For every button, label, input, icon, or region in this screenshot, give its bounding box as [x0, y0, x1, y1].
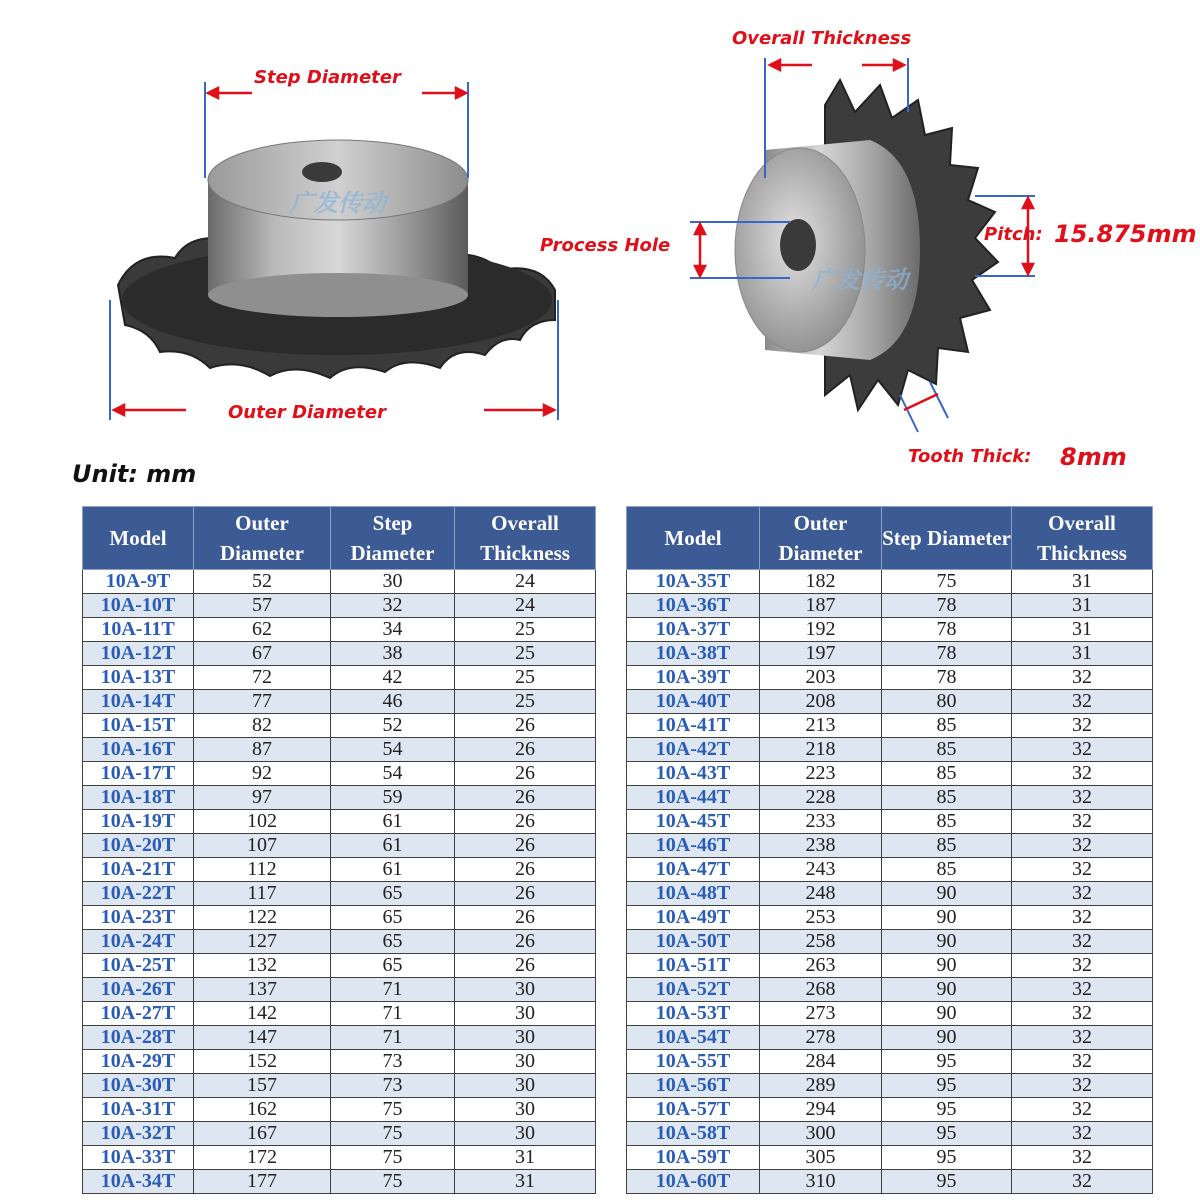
cell-overall-thickness: 30 [455, 1026, 596, 1050]
cell-step-diameter: 65 [331, 882, 455, 906]
cell-step-diameter: 85 [882, 810, 1012, 834]
cell-step-diameter: 95 [882, 1122, 1012, 1146]
cell-overall-thickness: 24 [455, 594, 596, 618]
table-row [83, 714, 596, 738]
outer-diameter-label: Outer Diameter [228, 402, 386, 423]
table-row [627, 594, 1153, 618]
table-row [83, 642, 596, 666]
cell-model: 10A-16T [83, 738, 194, 762]
cell-model: 10A-35T [627, 570, 760, 594]
table-row [83, 1050, 596, 1074]
cell-outer-diameter: 203 [760, 666, 882, 690]
table-row [627, 738, 1153, 762]
cell-outer-diameter: 243 [760, 858, 882, 882]
table-row [627, 690, 1153, 714]
cell-step-diameter: 73 [331, 1074, 455, 1098]
cell-overall-thickness: 30 [455, 1002, 596, 1026]
cell-model: 10A-19T [83, 810, 194, 834]
table-row [83, 882, 596, 906]
cell-overall-thickness: 31 [455, 1170, 596, 1194]
spec-table-right [626, 506, 1153, 1194]
spec-table-left [82, 506, 596, 1194]
cell-overall-thickness: 26 [455, 882, 596, 906]
cell-overall-thickness: 32 [1012, 1026, 1153, 1050]
cell-overall-thickness: 25 [455, 642, 596, 666]
cell-overall-thickness: 32 [1012, 1146, 1153, 1170]
step-diameter-label: Step Diameter [254, 67, 401, 88]
cell-overall-thickness: 30 [455, 978, 596, 1002]
table-row [83, 954, 596, 978]
cell-step-diameter: 78 [882, 666, 1012, 690]
cell-model: 10A-12T [83, 642, 194, 666]
cell-step-diameter: 65 [331, 954, 455, 978]
cell-outer-diameter: 172 [194, 1146, 331, 1170]
cell-model: 10A-22T [83, 882, 194, 906]
cell-outer-diameter: 147 [194, 1026, 331, 1050]
cell-step-diameter: 78 [882, 642, 1012, 666]
cell-model: 10A-39T [627, 666, 760, 690]
table-row [83, 978, 596, 1002]
cell-outer-diameter: 182 [760, 570, 882, 594]
table-row [83, 666, 596, 690]
cell-outer-diameter: 294 [760, 1098, 882, 1122]
cell-step-diameter: 75 [331, 1122, 455, 1146]
cell-model: 10A-34T [83, 1170, 194, 1194]
cell-model: 10A-11T [83, 618, 194, 642]
cell-outer-diameter: 192 [760, 618, 882, 642]
table-row [627, 810, 1153, 834]
cell-outer-diameter: 107 [194, 834, 331, 858]
cell-outer-diameter: 97 [194, 786, 331, 810]
table-row [83, 738, 596, 762]
cell-outer-diameter: 52 [194, 570, 331, 594]
cell-model: 10A-20T [83, 834, 194, 858]
cell-step-diameter: 90 [882, 1026, 1012, 1050]
cell-step-diameter: 80 [882, 690, 1012, 714]
cell-outer-diameter: 305 [760, 1146, 882, 1170]
cell-model: 10A-48T [627, 882, 760, 906]
cell-step-diameter: 78 [882, 594, 1012, 618]
cell-overall-thickness: 31 [1012, 594, 1153, 618]
cell-model: 10A-37T [627, 618, 760, 642]
cell-outer-diameter: 197 [760, 642, 882, 666]
cell-overall-thickness: 26 [455, 762, 596, 786]
cell-overall-thickness: 31 [1012, 642, 1153, 666]
cell-step-diameter: 75 [331, 1098, 455, 1122]
cell-overall-thickness: 32 [1012, 954, 1153, 978]
cell-model: 10A-9T [83, 570, 194, 594]
cell-model: 10A-13T [83, 666, 194, 690]
cell-model: 10A-56T [627, 1074, 760, 1098]
cell-overall-thickness: 30 [455, 1098, 596, 1122]
cell-outer-diameter: 284 [760, 1050, 882, 1074]
table-row [83, 1146, 596, 1170]
cell-model: 10A-15T [83, 714, 194, 738]
cell-model: 10A-58T [627, 1122, 760, 1146]
cell-model: 10A-51T [627, 954, 760, 978]
center-hole [302, 162, 342, 182]
table-row [83, 930, 596, 954]
cell-model: 10A-44T [627, 786, 760, 810]
cell-step-diameter: 73 [331, 1050, 455, 1074]
cell-step-diameter: 85 [882, 858, 1012, 882]
cell-model: 10A-41T [627, 714, 760, 738]
cell-step-diameter: 52 [331, 714, 455, 738]
table-row [83, 1098, 596, 1122]
cell-step-diameter: 95 [882, 1170, 1012, 1194]
cell-overall-thickness: 26 [455, 786, 596, 810]
cell-outer-diameter: 273 [760, 1002, 882, 1026]
cell-model: 10A-28T [83, 1026, 194, 1050]
cell-step-diameter: 65 [331, 930, 455, 954]
cell-model: 10A-49T [627, 906, 760, 930]
cell-overall-thickness: 32 [1012, 906, 1153, 930]
cell-step-diameter: 54 [331, 762, 455, 786]
cell-overall-thickness: 32 [1012, 978, 1153, 1002]
cell-overall-thickness: 31 [1012, 570, 1153, 594]
cell-outer-diameter: 233 [760, 810, 882, 834]
cell-outer-diameter: 167 [194, 1122, 331, 1146]
cell-model: 10A-26T [83, 978, 194, 1002]
cell-step-diameter: 85 [882, 762, 1012, 786]
table-row [83, 1002, 596, 1026]
cell-step-diameter: 75 [882, 570, 1012, 594]
overall-thickness-label: Overall Thickness [732, 28, 912, 49]
cell-overall-thickness: 32 [1012, 930, 1153, 954]
cell-overall-thickness: 26 [455, 906, 596, 930]
cell-outer-diameter: 67 [194, 642, 331, 666]
cell-outer-diameter: 263 [760, 954, 882, 978]
cell-overall-thickness: 32 [1012, 1098, 1153, 1122]
process-hole-label: Process Hole [540, 235, 671, 256]
cell-step-diameter: 95 [882, 1098, 1012, 1122]
cell-model: 10A-52T [627, 978, 760, 1002]
cell-overall-thickness: 25 [455, 690, 596, 714]
header-step-diameter: Step Diameter [882, 507, 1012, 570]
cell-overall-thickness: 31 [1012, 618, 1153, 642]
cell-overall-thickness: 32 [1012, 738, 1153, 762]
cell-model: 10A-25T [83, 954, 194, 978]
cell-outer-diameter: 208 [760, 690, 882, 714]
cell-step-diameter: 46 [331, 690, 455, 714]
header-model: Model [627, 507, 760, 570]
cell-outer-diameter: 228 [760, 786, 882, 810]
cell-overall-thickness: 32 [1012, 810, 1153, 834]
tooth-thick-value: 8mm [1060, 443, 1127, 471]
cell-outer-diameter: 268 [760, 978, 882, 1002]
cell-outer-diameter: 310 [760, 1170, 882, 1194]
header-overall-thickness: Overall Thickness [1012, 507, 1153, 570]
cell-step-diameter: 71 [331, 1002, 455, 1026]
cell-overall-thickness: 32 [1012, 1050, 1153, 1074]
table-row [627, 1098, 1153, 1122]
table-row [83, 690, 596, 714]
cell-outer-diameter: 87 [194, 738, 331, 762]
table-row [627, 666, 1153, 690]
table-row [627, 906, 1153, 930]
cell-outer-diameter: 289 [760, 1074, 882, 1098]
cell-step-diameter: 85 [882, 714, 1012, 738]
cell-overall-thickness: 32 [1012, 1074, 1153, 1098]
table-row [627, 570, 1153, 594]
header-model: Model [83, 507, 194, 570]
table-row [627, 618, 1153, 642]
cell-step-diameter: 90 [882, 906, 1012, 930]
table-row [83, 1074, 596, 1098]
cell-model: 10A-59T [627, 1146, 760, 1170]
cell-step-diameter: 32 [331, 594, 455, 618]
cell-overall-thickness: 32 [1012, 1002, 1153, 1026]
cell-step-diameter: 75 [331, 1146, 455, 1170]
cell-outer-diameter: 92 [194, 762, 331, 786]
cell-outer-diameter: 72 [194, 666, 331, 690]
cell-model: 10A-43T [627, 762, 760, 786]
cell-overall-thickness: 32 [1012, 1122, 1153, 1146]
cell-step-diameter: 85 [882, 786, 1012, 810]
table-row [627, 954, 1153, 978]
cell-outer-diameter: 162 [194, 1098, 331, 1122]
cell-step-diameter: 61 [331, 858, 455, 882]
cell-outer-diameter: 122 [194, 906, 331, 930]
cell-step-diameter: 90 [882, 882, 1012, 906]
cell-outer-diameter: 82 [194, 714, 331, 738]
cell-model: 10A-31T [83, 1098, 194, 1122]
cell-step-diameter: 95 [882, 1050, 1012, 1074]
cell-outer-diameter: 223 [760, 762, 882, 786]
cell-outer-diameter: 213 [760, 714, 882, 738]
cell-model: 10A-50T [627, 930, 760, 954]
cell-model: 10A-30T [83, 1074, 194, 1098]
cell-overall-thickness: 25 [455, 666, 596, 690]
cell-outer-diameter: 278 [760, 1026, 882, 1050]
cell-model: 10A-42T [627, 738, 760, 762]
cell-step-diameter: 75 [331, 1170, 455, 1194]
cell-model: 10A-18T [83, 786, 194, 810]
cell-model: 10A-29T [83, 1050, 194, 1074]
cell-model: 10A-10T [83, 594, 194, 618]
cell-overall-thickness: 26 [455, 930, 596, 954]
cell-outer-diameter: 137 [194, 978, 331, 1002]
cell-model: 10A-17T [83, 762, 194, 786]
tooth-thick-label: Tooth Thick: [908, 446, 1032, 467]
cell-outer-diameter: 218 [760, 738, 882, 762]
cell-overall-thickness: 26 [455, 714, 596, 738]
process-hole [780, 219, 816, 271]
table-row [83, 618, 596, 642]
cell-overall-thickness: 30 [455, 1050, 596, 1074]
cell-outer-diameter: 187 [760, 594, 882, 618]
table-row [83, 1026, 596, 1050]
cell-overall-thickness: 26 [455, 738, 596, 762]
cell-step-diameter: 95 [882, 1074, 1012, 1098]
watermark-logo-side: 广发传动 [812, 266, 908, 294]
unit-label: Unit: mm [72, 460, 197, 488]
cell-step-diameter: 95 [882, 1146, 1012, 1170]
cell-overall-thickness: 30 [455, 1074, 596, 1098]
table-row [627, 1170, 1153, 1194]
table-row [83, 834, 596, 858]
table-row [627, 762, 1153, 786]
table-row [83, 1170, 596, 1194]
table-row [83, 906, 596, 930]
cell-overall-thickness: 32 [1012, 858, 1153, 882]
cell-model: 10A-24T [83, 930, 194, 954]
table-row [627, 1050, 1153, 1074]
table-row [83, 570, 596, 594]
cell-overall-thickness: 24 [455, 570, 596, 594]
cell-model: 10A-27T [83, 1002, 194, 1026]
table-row [627, 1146, 1153, 1170]
cell-outer-diameter: 57 [194, 594, 331, 618]
cell-outer-diameter: 62 [194, 618, 331, 642]
table-row [627, 642, 1153, 666]
cell-outer-diameter: 127 [194, 930, 331, 954]
cell-outer-diameter: 132 [194, 954, 331, 978]
cell-outer-diameter: 112 [194, 858, 331, 882]
cell-overall-thickness: 32 [1012, 834, 1153, 858]
header-outer-diameter: Outer Diameter [194, 507, 331, 570]
cell-step-diameter: 30 [331, 570, 455, 594]
cell-step-diameter: 90 [882, 954, 1012, 978]
table-row [83, 810, 596, 834]
cell-step-diameter: 90 [882, 930, 1012, 954]
cell-model: 10A-55T [627, 1050, 760, 1074]
table-header-row [627, 507, 1153, 570]
pitch-value: 15.875mm [1054, 220, 1197, 248]
cell-model: 10A-54T [627, 1026, 760, 1050]
cell-model: 10A-32T [83, 1122, 194, 1146]
table-row [627, 930, 1153, 954]
cell-step-diameter: 65 [331, 906, 455, 930]
table-row [83, 858, 596, 882]
cell-overall-thickness: 25 [455, 618, 596, 642]
cell-outer-diameter: 238 [760, 834, 882, 858]
cell-overall-thickness: 32 [1012, 666, 1153, 690]
cell-outer-diameter: 152 [194, 1050, 331, 1074]
cell-model: 10A-14T [83, 690, 194, 714]
cell-step-diameter: 34 [331, 618, 455, 642]
cell-overall-thickness: 30 [455, 1122, 596, 1146]
cell-overall-thickness: 32 [1012, 762, 1153, 786]
pitch-label: Pitch: [984, 224, 1043, 245]
table-row [627, 714, 1153, 738]
cell-overall-thickness: 32 [1012, 1170, 1153, 1194]
cell-overall-thickness: 32 [1012, 786, 1153, 810]
watermark-logo: 广发传动 [290, 189, 386, 217]
cell-step-diameter: 61 [331, 810, 455, 834]
cell-step-diameter: 42 [331, 666, 455, 690]
cell-step-diameter: 59 [331, 786, 455, 810]
cell-step-diameter: 71 [331, 978, 455, 1002]
cell-outer-diameter: 248 [760, 882, 882, 906]
table-row [83, 786, 596, 810]
cell-model: 10A-60T [627, 1170, 760, 1194]
cell-step-diameter: 85 [882, 738, 1012, 762]
table-row [627, 1122, 1153, 1146]
table-row [627, 858, 1153, 882]
table-row [627, 882, 1153, 906]
cell-overall-thickness: 32 [1012, 690, 1153, 714]
header-step-diameter: Step Diameter [331, 507, 455, 570]
header-overall-thickness: Overall Thickness [455, 507, 596, 570]
header-outer-diameter: Outer Diameter [760, 507, 882, 570]
table-row [627, 1074, 1153, 1098]
table-row [627, 978, 1153, 1002]
cell-model: 10A-45T [627, 810, 760, 834]
cell-model: 10A-47T [627, 858, 760, 882]
cell-outer-diameter: 253 [760, 906, 882, 930]
cell-overall-thickness: 26 [455, 858, 596, 882]
table-row [627, 1026, 1153, 1050]
cell-model: 10A-38T [627, 642, 760, 666]
cell-step-diameter: 90 [882, 1002, 1012, 1026]
cell-model: 10A-23T [83, 906, 194, 930]
cell-outer-diameter: 102 [194, 810, 331, 834]
cell-outer-diameter: 117 [194, 882, 331, 906]
cell-outer-diameter: 300 [760, 1122, 882, 1146]
cell-model: 10A-57T [627, 1098, 760, 1122]
cell-step-diameter: 90 [882, 978, 1012, 1002]
cell-model: 10A-46T [627, 834, 760, 858]
table-row [627, 786, 1153, 810]
cell-overall-thickness: 31 [455, 1146, 596, 1170]
cell-step-diameter: 38 [331, 642, 455, 666]
table-row [83, 594, 596, 618]
cell-model: 10A-33T [83, 1146, 194, 1170]
cell-step-diameter: 78 [882, 618, 1012, 642]
cell-step-diameter: 71 [331, 1026, 455, 1050]
cell-overall-thickness: 26 [455, 954, 596, 978]
cell-overall-thickness: 32 [1012, 882, 1153, 906]
table-row [627, 1002, 1153, 1026]
cell-model: 10A-36T [627, 594, 760, 618]
cell-step-diameter: 54 [331, 738, 455, 762]
cell-overall-thickness: 26 [455, 834, 596, 858]
cell-step-diameter: 61 [331, 834, 455, 858]
cell-model: 10A-53T [627, 1002, 760, 1026]
cell-overall-thickness: 32 [1012, 714, 1153, 738]
cell-outer-diameter: 157 [194, 1074, 331, 1098]
cell-model: 10A-40T [627, 690, 760, 714]
cell-outer-diameter: 177 [194, 1170, 331, 1194]
table-row [83, 1122, 596, 1146]
cell-outer-diameter: 258 [760, 930, 882, 954]
cell-model: 10A-21T [83, 858, 194, 882]
table-row [627, 834, 1153, 858]
table-row [83, 762, 596, 786]
cell-overall-thickness: 26 [455, 810, 596, 834]
cell-step-diameter: 85 [882, 834, 1012, 858]
table-header-row [83, 507, 596, 570]
cell-outer-diameter: 142 [194, 1002, 331, 1026]
cell-outer-diameter: 77 [194, 690, 331, 714]
